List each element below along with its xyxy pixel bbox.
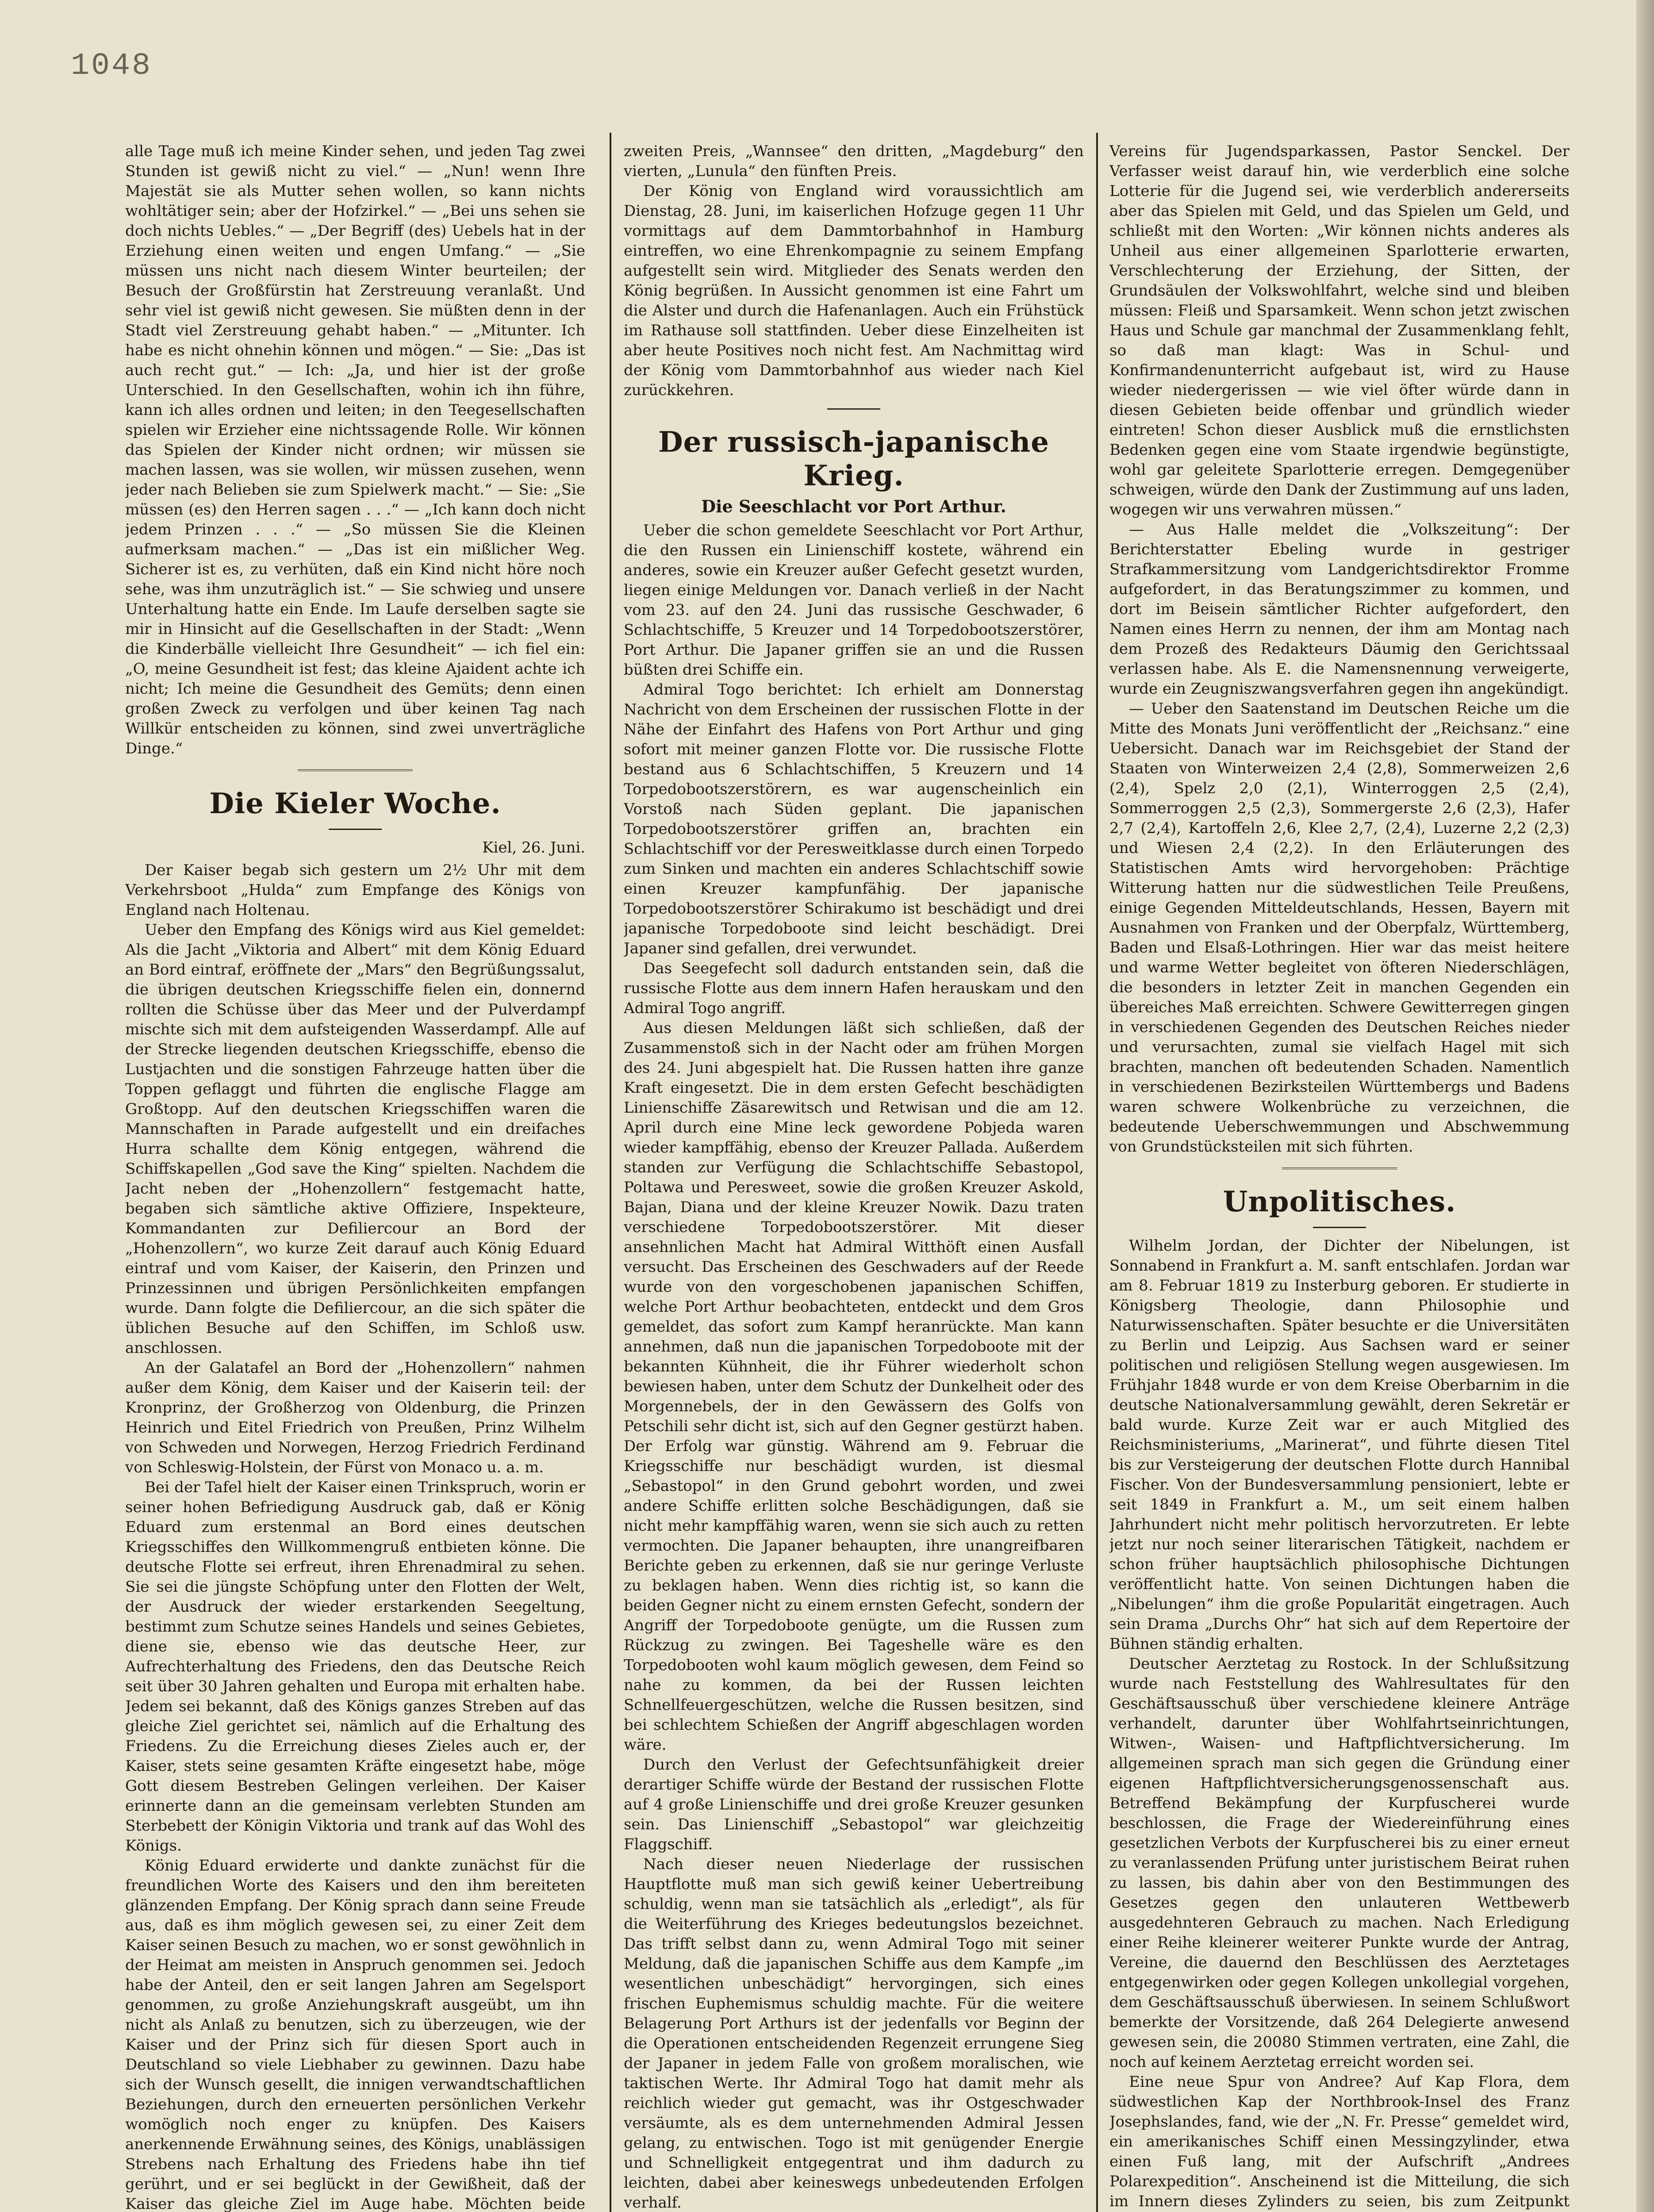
paragraph: Bei der Tafel hielt der Kaiser einen Trinkspruch, worin er seiner hohen Befriedigung Ausdruck gab, daß er König Eduard zum erstenmal an Bord eines deutschen Kriegsschiffes den Willkommengruß entbieten könne. Die deutsche Flotte sei erfreut, ihren Ehrenadmiral zu sehen. Sie sei die jüngste Schöpfung unter den Flotten der Welt, der Ausdruck der wieder erstarkenden Seegeltung, bestimmt zum Schutze seines Handels und seines Gebietes, diene sie, ebenso wie das deutsche Heer, zur Aufrechterhaltung des Friedens, den das Deutsche Reich seit über 30 Jahren gehalten und Europa mit erhalten habe. Jedem sei bekannt, daß des Königs ganzes Streben auf das gleiche Ziel gerichtet sei, nämlich auf die Erhaltung des Friedens. Zu die Erreichung dieses Zieles auch er, der Kaiser, stets seine gesamten Kräfte eingesetzt habe, möge Gott diesem Bestreben Gelingen verleihen. Der Kaiser erinnerte dann an die gemeinsam verlebten Stunden am Sterbebett der Königin Viktoria und trank auf das Wohl des Königs. [125, 1479, 585, 1855]
separator-rule [329, 829, 382, 830]
paragraph: An der Galatafel an Bord der „Hohenzollern“ nahmen außer dem König, dem Kaiser und der Kaiserin teil: der Kronprinz, der Großherzog von Oldenburg, die Prinzen Heinrich und Eitel Friedrich von Preußen, Prinz Wilhelm von Schweden und Norwegen, Herzog Friedrich Ferdinand von Schleswig-Holstein, der Fürst von Monaco u. a. m. [125, 1359, 585, 1476]
article-continuation: alle Tage muß ich meine Kinder sehen, und jeden Tag zwei Stunden ist gewiß nicht zu viel.“ — „Nun! wenn Ihre Majestät sie als Mutter sehen wollen, so kann nichts wohltätiger sein; aber der Hofzirkel.“ — „Bei uns sehen sie doch nichts Uebles.“ — „Der Begriff (des) Uebels hat in der Erziehung einen weiten und engen Umfang.“ — „Sie müssen uns nicht nach diesem Winter beurteilen; der Besuch der Großfürstin hat Zerstreuung veranlaßt. Und sehr viel ist gewiß nicht gewesen. Sie müßten denn in der Stadt viel Zerstreuung gehabt haben.“ — „Mitunter. Ich habe es nicht ohnehin können und mögen.“ — Sie: „Das ist auch recht gut.“ — Ich: „Ja, und hier ist der große Unterschied. In den Gesellschaften, wohin ich ihn führe, kann ich alles ordnen und leiten; in den Teegesellschaften spielen wir Erzieher eine nichtssagende Rolle. Wir können das Spielen der Kinder nicht ordnen; wir müssen sie machen lassen, was sie wollen, wir müssen zusehen, wenn jeder nach Belieben sie zum Spielwerk macht.“ — Sie: „Sie müssen (es) den Herren sagen . . .“ — „Ich kann doch nicht jedem Prinzen . . .“ — „So müssen Sie die Kleinen aufmerksam machen.“ — „Das ist ein mißlicher Weg. Sicherer ist es, zu verhüten, daß ein Kind nicht höre noch sehe, was ihm unzuträglich ist.“ — Sie schwieg und unsere Unterhaltung hatte ein Ende. Im Laufe derselben sagte sie mir in Hinsicht auf die Gesellschaften in der Stadt: „Wenn die Kinderbälle vielleicht Ihre Gesundheit“ — ich fiel ein: „O, meine Gesundheit ist fest; das kleine Ajaident achte ich nicht; Ich meine die Gesundheit des Gemüts; denn einen großen Zweck zu verfolgen und über keinen Tag nach Willkür entscheiden zu können, sind zwei unverträgliche Dinge.“ [125, 142, 585, 757]
paragraph: Admiral Togo berichtet: Ich erhielt am Donnerstag Nachricht von dem Erscheinen der russischen Flotte in der Nähe der Einfahrt des Hafens von Port Arthur und ging sofort mit meiner ganzen Flotte vor. Die russische Flotte bestand aus 6 Schlachtschiffen, 5 Kreuzern und 14 Torpedobootszerstörern, es war augenscheinlich ein Vorstoß nach Süden geplant. Die japanischen Torpedobootszerstörer griffen an, brachten ein Schlachtschiff vor der Peresweitklasse durch einen Torpedo zum Sinken und machten ein anderes Schlachtschiff sowie einen Kreuzer kampfunfähig. Der japanische Torpedobootszerstörer Schirakumo ist beschädigt und drei japanische Torpedoboote sind leicht beschädigt. Drei Japaner sind gefallen, drei verwundet. [624, 681, 1084, 957]
article-heading-krieg: Der russisch-japanische Krieg. [658, 426, 1049, 492]
dateline: Kiel, 26. Juni. [482, 839, 585, 856]
paragraph: Vereins für Jugendsparkassen, Pastor Senckel. Der Verfasser weist darauf hin, wie verderblich eine solche Lotterie für die Jugend sei, wie verderblich andererseits aber das Spielen mit Geld, und das Spielen um Geld, und schließt mit den Worten: „Wir können nichts anderes als Unheil aus einer allgemeinen Sparlotterie erwarten, Verschlechterung der Erziehung, der Sitten, der Grundsäulen der Volkswohlfahrt, welche sind und bleiben müssen: Fleiß und Sparsamkeit. Wenn schon jetzt zwischen Haus und Schule gar manchmal der Zusammenklang fehlt, so daß man klagt: Was in Schul- und Konfirmandenunterricht aufgebaut ist, wird zu Hause wieder niedergerissen — wie viel öfter würde dann in diesen Gebieten beide offenbar und gründlich wieder eintreten! Schon dieser Ausblick muß die ernstlichsten Bedenken gegen eine vom Staate irgendwie begünstigte, wohl gar geleitete Sparlotterie erregen. Demgegenüber schweigen, würde den Dank der Zustimmung auf uns laden, wogegen wir uns verwahren müssen.“ [1109, 142, 1570, 518]
paragraph: Wilhelm Jordan, der Dichter der Nibelungen, ist Sonnabend in Frankfurt a. M. sanft entschlafen. Jordan war am 8. Februar 1819 zu Insterburg geboren. Er studierte in Königsberg Theologie, dann Philosophie und Naturwissenschaften. Später besuchte er die Universitäten zu Berlin und Leipzig. Aus Sachsen ward er seiner politischen und religiösen Stellung wegen ausgewiesen. Im Frühjahr 1848 wurde er von dem Kreise Oberbarnim in die deutsche Nationalversammlung gewählt, deren Sekretär er bald wurde. Kurze Zeit war er auch Mitglied des Reichsministeriums, „Marinerat“, und führte diesen Titel bis zur Versteigerung der deutschen Flotte durch Hannibal Fischer. Von der Bundesversammlung pensioniert, lebte er seit 1849 in Frankfurt a. M., um seit einem halben Jahrhundert nicht mehr politisch hervorzutreten. Er lebte jetzt nur noch seiner literarischen Tätigkeit, nachdem er schon früher hauptsächlich philosophische Dichtungen veröffentlicht hatte. Von seinen Dichtungen haben die „Nibelungen“ ihm die große Popularität eingetragen. Auch sein Drama „Durchs Ohr“ hat sich auf dem Repertoire der Bühnen ständig erhalten. [1109, 1237, 1570, 1653]
separator-rule [298, 769, 413, 771]
column-rule-2 [1096, 133, 1098, 2212]
page-number: 1048 [71, 49, 153, 84]
paragraph: Durch den Verlust der Gefechtsunfähigkeit dreier derartiger Schiffe würde der Bestand der russischen Flotte auf 4 große Linienschiffe und drei große Kreuzer gesunken sein. Das Linienschiff „Sebastopol“ war gleichzeitig Flaggschiff. [624, 1756, 1084, 1853]
paragraph: — Ueber den Saatenstand im Deutschen Reiche um die Mitte des Monats Juni veröffentlicht der „Reichsanz.“ eine Uebersicht. Danach war im Reichsgebiet der Stand der Staaten von Winterweizen 2,4 (2,8), Sommerweizen 2,6 (2,4), Spelz 2,0 (2,1), Winterroggen 2,5 (2,4), Sommerroggen 2,5 (2,3), Sommergerste 2,6 (2,3), Hafer 2,7 (2,4), Kartoffeln 2,6, Klee 2,7, (2,4), Luzerne 2,2 (2,3) und Wiesen 2,4 (2,2). In den Erläuterungen des Statistischen Amts wird hervorgehoben: Prächtige Witterung hatten nur die südwestlichen Teile Preußens, einige Gegenden Mitteldeutschlands, Hessen, Bayern mit Ausnahmen von Franken und der Oberpfalz, Württemberg, Baden und Elsaß-Lothringen. Hier war das meist heitere und warme Wetter begleitet von öfteren Niederschlägen, die besonders in letzter Zeit in manchen Gegenden ein übereiches Maß erreichten. Schwere Gewitterregen gingen in verschiedenen Gegenden des Deutschen Reiches nieder und verursachten, zumal sie vielfach Hagel mit sich brachten, manchen oft bedeutenden Schaden. Namentlich in verschiedenen Bezirksteilen Württembergs und Badens waren schwere Wolkenbrüche zu verzeichnen, die bedeutende Ueberschwemmungen und Abschwemmung von Grundstücksteilen mit sich führten. [1109, 700, 1570, 1156]
paragraph: — Aus Halle meldet die „Volkszeitung“: Der Berichterstatter Ebeling wurde in gestriger Strafkammersitzung vom Landgerichtsdirektor Fromme aufgefordert, in das Beratungszimmer zu kommen, und dort im Beisein sämtlicher Richter aufgefordert, den Namen eines Herrn zu nennen, der ihm am Montag nach dem Prozeß des Redakteurs Däumig den Gerichtssaal verlassen habe. Als E. die Namensnennung verweigerte, wurde ein Zeugniszwangsverfahren gegen ihn angekündigt. [1109, 521, 1570, 698]
paragraph: Der König von England wird voraussichtlich am Dienstag, 28. Juni, im kaiserlichen Hofzuge gegen 11 Uhr vormittags auf dem Dammtorbahnhof in Hamburg eintreffen, wo eine Ehrenkompagnie zu seinem Empfang aufgestellt sein wird. Mitglieder des Senats werden den König begrüßen. In Aussicht genommen ist eine Fahrt um die Alster und durch die Hafenanlagen. Auch ein Frühstück im Rathause soll stattfinden. Ueber diese Einzelheiten ist aber heute Positives noch nicht fest. Am Nachmittag wird der König vom Dammtorbahnhof aus wieder nach Kiel zurückkehren. [624, 182, 1084, 399]
paragraph: Nach dieser neuen Niederlage der russischen Hauptflotte muß man sich gewiß keiner Uebertreibung schuldig, wenn man sie tatsächlich als „erledigt“, als für die Weiterführung des Krieges bedeutungslos bezeichnet. Das trifft selbst dann zu, wenn Admiral Togo mit seiner Meldung, daß die japanischen Schiffe aus dem Kampfe „im wesentlichen unbeschädigt“ hervorgingen, sich eines frischen Euphemismus schuldig machte. Für die weitere Belagerung Port Arthurs ist der jedenfalls vor Beginn der die Operationen entscheidenden Regenzeit errungene Sieg der Japaner in jedem Falle von großem moralischen, wie taktischen Werte. Ihr Admiral Togo hat damit mehr als reichlich wieder gut gemacht, was ihr Ostgeschwader versäumte, als es dem unternehmenden Admiral Jessen gelang, zu entwischen. Togo ist mit genügender Energie und Schnelligkeit entgegentrat und ihm dadurch zu leichten, dabei aber keineswegs unbedeutenden Erfolgen verhalf. [624, 1855, 1084, 2212]
paragraph: Das Seegefecht soll dadurch entstanden sein, daß die russische Flotte aus dem innern Hafen herauskam und den Admiral Togo angriff. [624, 960, 1084, 1017]
column-1 [125, 142, 585, 2212]
separator-rule [1313, 1227, 1366, 1228]
paragraph: Ueber die schon gemeldete Seeschlacht vor Port Arthur, die den Russen ein Linienschiff kostete, während ein anderes, sowie ein Kreuzer außer Gefecht gesetzt wurden, liegen einige Meldungen vor. Danach verließ in der Nacht vom 23. auf den 24. Juni das russische Geschwader, 6 Schlachtschiffe, 5 Kreuzer und 14 Torpedobootszerstörer, Port Arthur. Die Japaner griffen sie an und die Russen büßten drei Schiffe ein. [624, 522, 1084, 679]
paragraph: Eine neue Spur von Andree? Auf Kap Flora, dem südwestlichen Kap der Northbrook-Insel des Franz Josephslandes, fand, wie der „N. Fr. Presse“ gemeldet wird, ein amerikanisches Schiff einen Messingzylinder, etwa einen Fuß lang, mit der Aufschrift „Andrees Polarexpedition“. Anscheinend ist die Mitteilung, die sich im Innern dieses Zylinders zu seien, bis zum Zeitpunkt [1109, 2073, 1570, 2210]
paragraph: Ueber den Empfang des Königs wird aus Kiel gemeldet: Als die Jacht „Viktoria and Albert“ mit dem König Eduard an Bord eintraf, eröffnete der „Mars“ den Begrüßungssalut, die übrigen deutschen Kriegsschiffe fielen ein, donnernd rollten die Schüsse über das Meer und der Pulverdampf mischte sich mit dem aufsteigenden Wasserdampf. Alle auf der Strecke liegenden deutschen Kriegsschiffe, ebenso die Lustjachten und die sonstigen Fahrzeuge hatten über die Toppen geflaggt und führten die englische Flagge am Großtopp. Auf den deutschen Kriegsschiffen waren die Mannschaften in Parade aufgestellt und ein dreifaches Hurra schallte dem König entgegen, während die Schiffskapellen „God save the King“ spielten. Nachdem die Jacht neben der „Hohenzollern“ festgemacht hatte, begaben sich sämtliche aktive Offiziere, Inspekteure, Kommandanten zur Defiliercour an Bord der „Hohenzollern“, wo kurze Zeit darauf auch König Eduard eintraf und vom Kaiser, der Kaiserin, den Prinzen und Prinzessinnen und übrigen Persönlichkeiten empfangen wurde. Dann folgte die Defiliercour, an die sich später die üblichen Besuche auf den Schiffen, im Schloß usw. anschlossen. [125, 921, 585, 1357]
paragraph: zweiten Preis, „Wannsee“ den dritten, „Magdeburg“ den vierten, „Lunula“ den fünften Preis. [624, 142, 1084, 180]
page-edge-shadow [1636, 0, 1654, 2212]
paragraph: Deutscher Aerztetag zu Rostock. In der Schlußsitzung wurde nach Feststellung des Wahlresultates für den Geschäftsausschuß über verschiedene kleinere Anträge verhandelt, darunter über Wohlfahrtseinrichtungen, Witwen-, Waisen- und Haftpflichtversicherung. Im allgemeinen sprach man sich gegen die Gründung einer eigenen Haftpflichtversicherungsgenossenschaft aus. Betreffend Bekämpfung der Kurpfuscherei wurde beschlossen, die Frage der Wiedereinführung eines gesetzlichen Verbots der Kurpfuscherei bis zu einer erneut zu veranlassenden Prüfung unter juristischem Beirat ruhen zu lassen, bis dahin aber von den Bestimmungen des Gesetzes gegen den unlauteren Wettbewerb ausgedehnteren Gebrauch zu machen. Nach Erledigung einer Reihe kleinerer weiterer Punkte wurde der Antrag, Vereine, die dauernd den Beschlüssen des Aerztetages entgegenwirken oder gegen Kollegen unkollegial vorgehen, dem Geschäftsausschuß überwiesen. In seinem Schlußwort bemerkte der Vorsitzende, daß 264 Delegierte anwesend gewesen sein, die 20080 Stimmen vertraten, eine Zahl, die noch auf keinem Aerztetag erreicht worden sei. [1109, 1655, 1570, 2071]
separator-rule [1282, 1167, 1397, 1169]
separator-rule [827, 408, 880, 410]
paragraph: Aus diesen Meldungen läßt sich schließen, daß der Zusammenstoß sich in der Nacht oder am frühen Morgen des 24. Juni abgespielt hat. Die Russen hatten ihre ganze Kraft eingesetzt. Die in dem ersten Gefecht beschädigten Linienschiffe Zäsarewitsch und Retwisan und die am 12. April durch eine Mine leck gewordene Pobjeda waren wieder kampffähig, ebenso der Kreuzer Pallada. Außerdem standen zur Verfügung die Schlachtschiffe Sebastopol, Poltawa und Peresweet, sowie die großen Kreuzer Askold, Bajan, Diana und der kleine Kreuzer Nowik. Dazu traten verschiedene Torpedobootszerstörer. Mit dieser ansehnlichen Macht hat Admiral Witthöft einen Ausfall versucht. Das Erscheinen des Geschwaders auf der Reede wurde von den vorgeschobenen japanischen Schiffen, welche Port Arthur beobachteten, entdeckt und dem Gros gemeldet, das sofort zum Kampf heranrückte. Man kann annehmen, daß nun die japanischen Torpedoboote mit der bekannten Kühnheit, die ihr Führer wiederholt schon bewiesen haben, unter dem Schutz der Dunkelheit oder des Morgennebels, der in den Gewässern des Golfs von Petschili sehr dicht ist, sich auf den Gegner gestürzt haben. Der Erfolg war günstig. Während am 9. Februar die Kriegsschiffe nur beschädigt wurden, ist diesmal „Sebastopol“ in den Grund gebohrt worden, und zwei andere Schiffe erlitten solche Beschädigungen, daß sie nicht mehr kampffähig waren, wenn sie sich auch zu retten vermochten. Die Japaner behaupten, ihre unangreifbaren Berichte geben zu erkennen, daß sie nur geringe Verluste zu beklagen haben. Wenn dies richtig ist, so kann die beiden Gegner nicht zu einem ernsten Gefecht, sondern der Angriff der Torpedoboote genügte, um die Russen zum Rückzug zu zwingen. Bei Tageshelle wäre es den Torpedobooten wohl kaum möglich gewesen, dem Feind so nahe zu kommen, da bei der Russen leichten Schnellfeuergeschützen, welche die Russen besitzen, sind bei schlechtem Schießen der Angriff abgeschlagen worden wäre. [624, 1019, 1084, 1754]
subheading-seeschlacht: Die Seeschlacht vor Port Arthur. [701, 496, 1006, 516]
paragraph: König Eduard erwiderte und dankte zunächst für die freundlichen Worte des Kaisers und den ihm bereiteten glänzenden Empfang. Der König sprach dann seine Freude aus, daß es ihm möglich gewesen sei, zu einer Zeit dem Kaiser seinen Besuch zu machen, wo er sonst gewöhnlich in der Heimat am meisten in Anspruch genommen sei. Jedoch habe der Anteil, den er seit langen Jahren am Segelsport genommen, zu große Anziehungskraft ausgeübt, um ihn nicht als Anlaß zu benutzen, sich zu überzeugen, wie der Kaiser und der Prinz sich für diesen Sport auch in Deutschland so viele Liebhaber zu gewinnen. Dazu habe sich der Wunsch gesellt, die innigen verwandtschaftlichen Beziehungen, durch den erneuerten persönlichen Verkehr womöglich noch enger zu knüpfen. Des Kaisers anerkennende Erwähnung seines, des Königs, unablässigen Strebens nach Erhaltung des Friedens habe ihn tief gerührt, und er sei beglückt in der Gewißheit, daß der Kaiser das gleiche Ziel im Auge habe. Möchten beide [125, 1857, 585, 2212]
column-3 [1109, 142, 1570, 2212]
column-2 [624, 142, 1084, 2212]
column-rule-1 [610, 133, 611, 2212]
article-heading-unpolitisches: Unpolitisches. [1223, 1185, 1456, 1218]
article-heading-kieler-woche: Die Kieler Woche. [209, 787, 501, 820]
paragraph: Der Kaiser begab sich gestern um 2½ Uhr mit dem Verkehrsboot „Hulda“ zum Empfange des Königs von England nach Holtenau. [125, 861, 585, 919]
